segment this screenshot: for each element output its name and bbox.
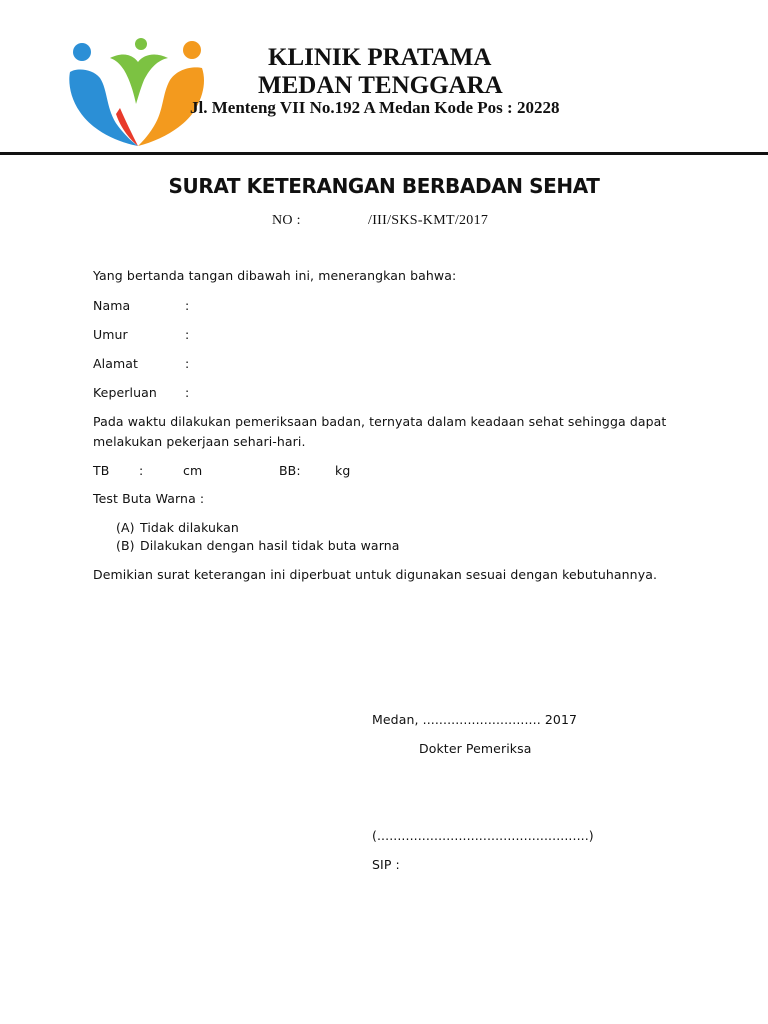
option-text-a: Tidak dilakukan	[140, 520, 239, 535]
field-label-umur: Umur	[93, 327, 128, 342]
closing-text: Demikian surat keterangan ini diperbuat untuk digunakan sesuai dengan kebutuhannya.	[93, 567, 658, 582]
header-divider	[0, 152, 768, 155]
clinic-name-line1: KLINIK PRATAMA	[268, 44, 492, 71]
option-text-b: Dilakukan dengan hasil tidak buta warna	[140, 538, 400, 553]
clinic-address: Jl. Menteng VII No.192 A Medan Kode Pos : 20228	[190, 98, 560, 117]
tb-colon: :	[139, 463, 144, 478]
color-test-label: Test Buta Warna :	[93, 491, 205, 506]
clinic-name-line2: MEDAN TENGGARA	[258, 72, 503, 99]
option-marker-b: (B)	[116, 538, 135, 553]
signature-name-placeholder: (....................................................)	[372, 828, 594, 843]
field-label-alamat: Alamat	[93, 356, 139, 371]
document-number-value: /III/SKS-KMT/2017	[368, 213, 489, 228]
field-colon: :	[185, 356, 190, 371]
option-marker-a: (A)	[116, 520, 135, 535]
document-title: SURAT KETERANGAN BERBADAN SEHAT	[168, 174, 600, 198]
exam-statement-line2: melakukan pekerjaan sehari-hari.	[93, 434, 306, 449]
field-label-nama: Nama	[93, 298, 131, 313]
field-colon: :	[185, 298, 190, 313]
clinic-logo-icon	[66, 38, 206, 150]
bb-unit: kg	[335, 463, 351, 478]
tb-label: TB	[93, 463, 110, 478]
field-colon: :	[185, 385, 190, 400]
tb-unit: cm	[183, 463, 203, 478]
signature-sip: SIP :	[372, 857, 400, 872]
exam-statement-line1: Pada waktu dilakukan pemeriksaan badan, ternyata dalam keadaan sehat sehingga dapat	[93, 414, 667, 429]
field-label-keperluan: Keperluan	[93, 385, 157, 400]
intro-text: Yang bertanda tangan dibawah ini, menerangkan bahwa:	[93, 268, 457, 283]
document-number-label: NO :	[272, 213, 301, 228]
field-colon: :	[185, 327, 190, 342]
signature-place-date: Medan, ............................. 2017	[372, 712, 578, 727]
bb-label: BB:	[279, 463, 301, 478]
signature-role: Dokter Pemeriksa	[419, 741, 532, 756]
